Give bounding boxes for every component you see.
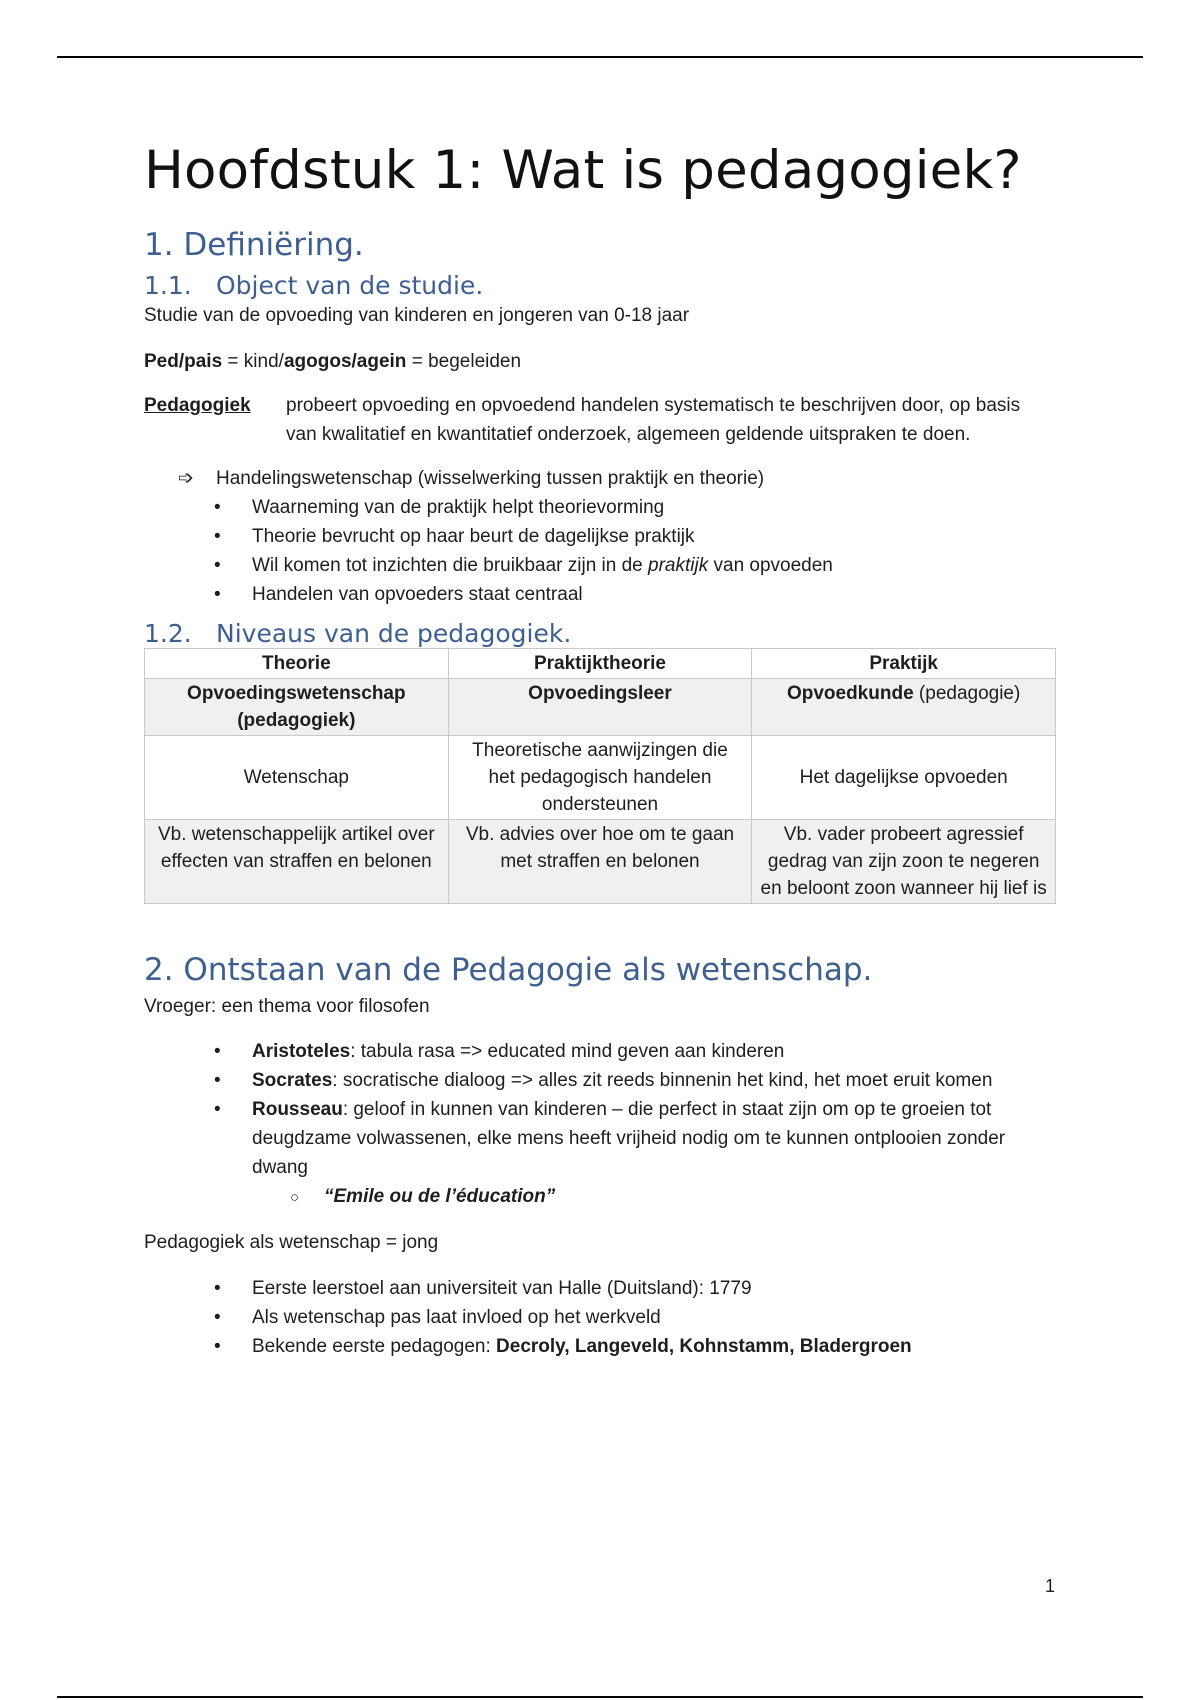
section-2-intro: Vroeger: een thema voor filosofen: [144, 996, 430, 1017]
section-1-2-title: Niveaus van de pedagogiek.: [216, 619, 572, 648]
list-item: • Waarneming van de praktijk helpt theorievorming: [144, 493, 1064, 522]
definition-block: [144, 391, 1064, 449]
science-list: [144, 1274, 1064, 1361]
arrow-right-icon: ➩: [178, 468, 194, 489]
bullet-icon: •: [214, 1278, 221, 1299]
bullet-icon: •: [214, 1307, 221, 1328]
bullet-icon: •: [214, 1099, 221, 1120]
list-item: • Als wetenschap pas laat invloed op het werkveld: [144, 1303, 1064, 1332]
levels-table: [144, 648, 1056, 904]
bullet-list: [144, 493, 1064, 609]
list-item: • Rousseau: geloof in kunnen van kinderen – die perfect in staat zijn om op te groeien tot deugdzame volwassenen, elke mens heeft vrijheid nodig om te kunnen ontplooien zonder dwang: [144, 1095, 1064, 1182]
science-line: Pedagogiek als wetenschap = jong: [144, 1232, 439, 1253]
list-item: • Handelen van opvoeders staat centraal: [144, 580, 1064, 609]
bullet-icon: •: [214, 526, 221, 547]
bullet-icon: •: [214, 555, 221, 576]
definition-text: probeert opvoeding en opvoedend handelen systematisch te beschrijven door, op basis van kwalitatief en kwantitatief onderzoek, algemeen geldende uitspraken te doen.: [286, 395, 1021, 445]
circle-bullet-icon: ○: [290, 1189, 300, 1206]
bullet-icon: •: [214, 584, 221, 605]
etym-begeleiden: = begeleiden: [406, 351, 522, 372]
bullet-icon: •: [214, 1336, 221, 1357]
table-header-row: Theorie Praktijktheorie Praktijk: [145, 649, 1056, 679]
list-item: • Aristoteles: tabula rasa => educated mind geven aan kinderen: [144, 1037, 1064, 1066]
section-1-2-number: 1.2.: [144, 619, 192, 648]
page-content: [144, 140, 1064, 1361]
section-1-2-heading: [144, 619, 1064, 648]
list-item: • Theorie bevrucht op haar beurt de dagelijkse praktijk: [144, 522, 1064, 551]
bottom-rule: [57, 1696, 1143, 1698]
definition-term: Pedagogiek: [144, 395, 251, 416]
bullet-icon: •: [214, 1041, 221, 1062]
etym-kind: = kind/: [222, 351, 284, 372]
section-2-heading: 2. Ontstaan van de Pedagogie als wetenschap.: [144, 952, 873, 988]
table-row: Vb. wetenschappelijk artikel over effecten van straffen en belonen Vb. advies over hoe om te gaan met straffen en belonen Vb. vader probeert agressief gedrag van zijn zoon te negeren en beloont zoon wanneer hij lief is: [145, 820, 1056, 904]
list-item: • Eerste leerstoel aan universiteit van Halle (Duitsland): 1779: [144, 1274, 1064, 1303]
sub-list: [144, 1182, 1064, 1211]
list-item: • Bekende eerste pedagogen: Decroly, Langeveld, Kohnstamm, Bladergroen: [144, 1332, 1064, 1361]
list-item: • Wil komen tot inzichten die bruikbaar zijn in de praktijk van opvoeden: [144, 551, 1064, 580]
list-item: ○ “Emile ou de l’éducation”: [144, 1182, 1064, 1211]
arrow-item: [144, 464, 1064, 493]
section-1-1-title: Object van de studie.: [216, 271, 484, 300]
arrow-list: [144, 464, 1064, 493]
bullet-icon: •: [214, 1070, 221, 1091]
top-rule: [57, 56, 1143, 58]
page-title: Hoofdstuk 1: Wat is pedagogiek?: [144, 140, 1022, 201]
page-number: 1: [1045, 1576, 1056, 1596]
list-item: • Socrates: socratische dialoog => alles zit reeds binnenin het kind, het moet eruit komen: [144, 1066, 1064, 1095]
section-1-heading: 1. Definiëring.: [144, 227, 364, 263]
table-row: Opvoedingswetenschap (pedagogiek) Opvoedingsleer Opvoedkunde (pedagogie): [145, 679, 1056, 736]
etymology-line: [144, 347, 1064, 376]
section-1-1-heading: [144, 271, 1064, 300]
table-row: Wetenschap Theoretische aanwijzingen die het pedagogisch handelen ondersteunen Het dagelijkse opvoeden: [145, 736, 1056, 820]
etym-agogos: agogos/agein: [283, 351, 407, 372]
arrow-item-text: Handelingswetenschap (wisselwerking tussen praktijk en theorie): [216, 468, 765, 489]
bullet-icon: •: [214, 497, 221, 518]
section-1-1-number: 1.1.: [144, 271, 192, 300]
philosophers-list: [144, 1037, 1064, 1182]
etym-ped: Ped/pais: [144, 351, 223, 372]
intro-paragraph: Studie van de opvoeding van kinderen en jongeren van 0-18 jaar: [144, 305, 690, 326]
